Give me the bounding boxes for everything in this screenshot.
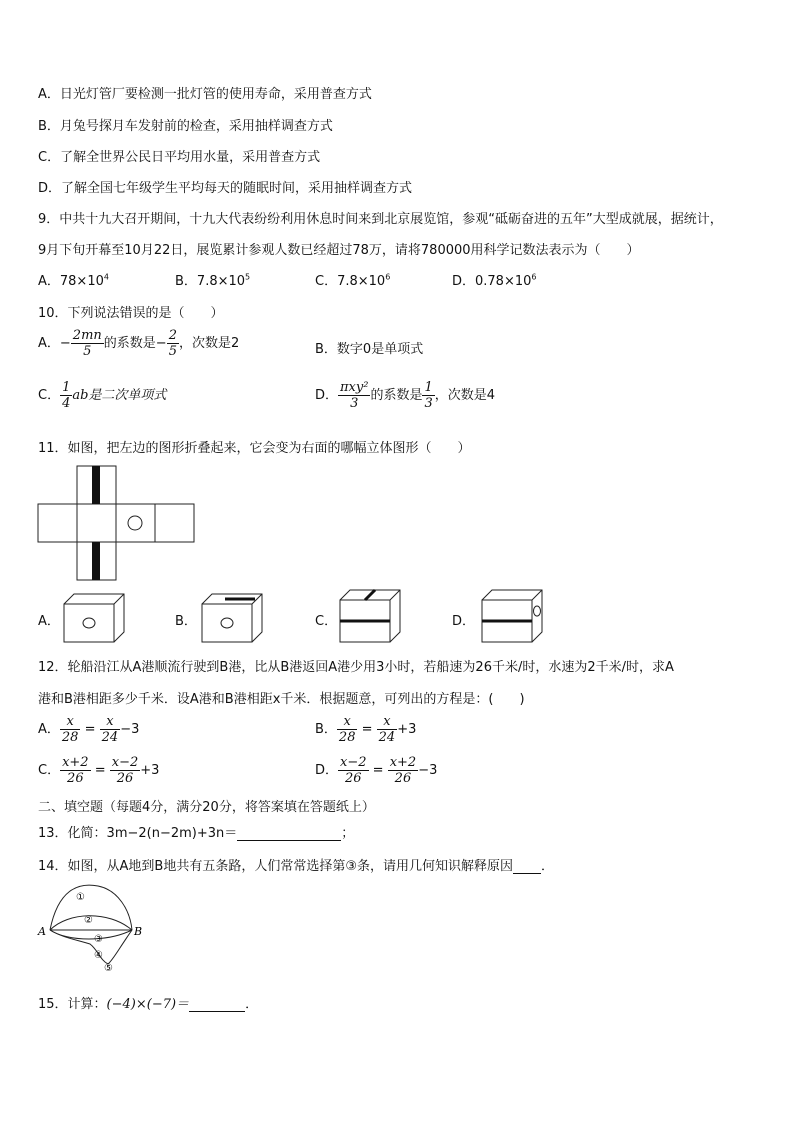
route-3-label: ③ (94, 934, 103, 945)
q8-option-a: A．日光灯管厂要检测一批灯管的使用寿命，采用普查方式 (38, 87, 372, 102)
q14-stem: 14．如图，从A地到B地共有五条路，人们常常选择第③条，请用几何知识解释原因 ． (38, 859, 555, 874)
q12-option-a: A． $\frac{x}{28}$ = $\frac{x}{24}$ −3 (38, 714, 140, 745)
point-a-label: A (38, 925, 46, 938)
cube-net-figure (38, 464, 198, 584)
q12-stem-line2: 港和B港相距多少千米．设A港和B港相距x千米．根据题意，可列出的方程是：( ) (38, 692, 525, 707)
q9-option-d: D．$0.78\times 10^6$ (452, 272, 537, 289)
q11-option-c-label: C． (315, 614, 338, 629)
q9-option-b: B．$7.8\times 10^5$ (175, 272, 251, 289)
q11-option-d-label: D． (452, 614, 476, 629)
route-2-label: ② (84, 915, 93, 926)
q10-option-d: D． $\frac{\text{πxy²}}{3}$ 的系数是 $\frac{1}{3}$ ，次数是4 (315, 380, 496, 411)
route-5-label: ⑤ (104, 963, 113, 974)
routes-figure (38, 880, 158, 980)
q8-option-d: D．了解全国七年级学生平均每天的随眠时间，采用抽样调查方式 (38, 181, 413, 196)
section-heading: 二、填空题（每题4分，满分20分，将答案填在答题纸上） (38, 800, 375, 815)
q11-option-a-label: A． (38, 614, 60, 629)
q15: 15．计算：(−4)×(−7)＝ ． (38, 997, 259, 1012)
q10-stem: 10．下列说法错误的是（ ） (38, 306, 224, 321)
q9-stem-line1: 9．中共十九大召开期间，十九大代表纷纷利用休息时间来到北京展览馆，参观“砥砺奋进的五年”大型成就展，据统计， (38, 212, 723, 227)
q10-option-b: B．数字0是单项式 (315, 342, 424, 357)
q9-option-c: C．$7.8\times 10^6$ (315, 272, 391, 289)
q11-stem: 11．如图，把左边的图形折叠起来，它会变为右面的哪幅立体图形（ ） (38, 441, 471, 456)
point-b-label: B (134, 925, 143, 938)
q10-option-c: C． $\frac{1}{4}$ ab是二次单项式 (38, 380, 167, 411)
q8-option-c: C．了解全世界公民日平均用水量，采用普查方式 (38, 150, 321, 165)
q13: 13．化简：3m−2(n−2m)+3n＝ ； (38, 826, 355, 841)
route-4-label: ④ (94, 950, 103, 961)
cube-b-figure (200, 592, 266, 644)
cube-a-figure (62, 592, 128, 644)
q9-stem-line2: 9月下旬开幕至10月22日，展览累计参观人数已经超过78万，请将780000用科学记数法表示为（ ） (38, 243, 640, 258)
q9-option-a: A．$78\times 10^4$ (38, 272, 109, 289)
q12-option-c: C． $\frac{x+2}{26}$ = $\frac{x-2}{26}$ +3 (38, 755, 160, 786)
q12-option-d: D． $\frac{x-2}{26}$ = $\frac{x+2}{26}$ −3 (315, 755, 438, 786)
q10-option-a: A．− $\frac{2mn}{5}$ 的系数是− $\frac{2}{5}$ ，次数是2 (38, 328, 240, 359)
cube-c-figure (338, 588, 404, 644)
q11-option-b-label: B． (175, 614, 197, 629)
q12-stem-line1: 12．轮船沿江从A港顺流行驶到B港，比从B港返回A港少用3小时，若船速为26千米/时，水速为2千米/时，求A (38, 660, 674, 675)
q8-option-b: B．月兔号探月车发射前的检查，采用抽样调查方式 (38, 119, 333, 134)
route-1-label: ① (76, 892, 85, 903)
q12-option-b: B． $\frac{x}{28}$ = $\frac{x}{24}$ +3 (315, 714, 417, 745)
cube-d-figure (480, 588, 546, 644)
